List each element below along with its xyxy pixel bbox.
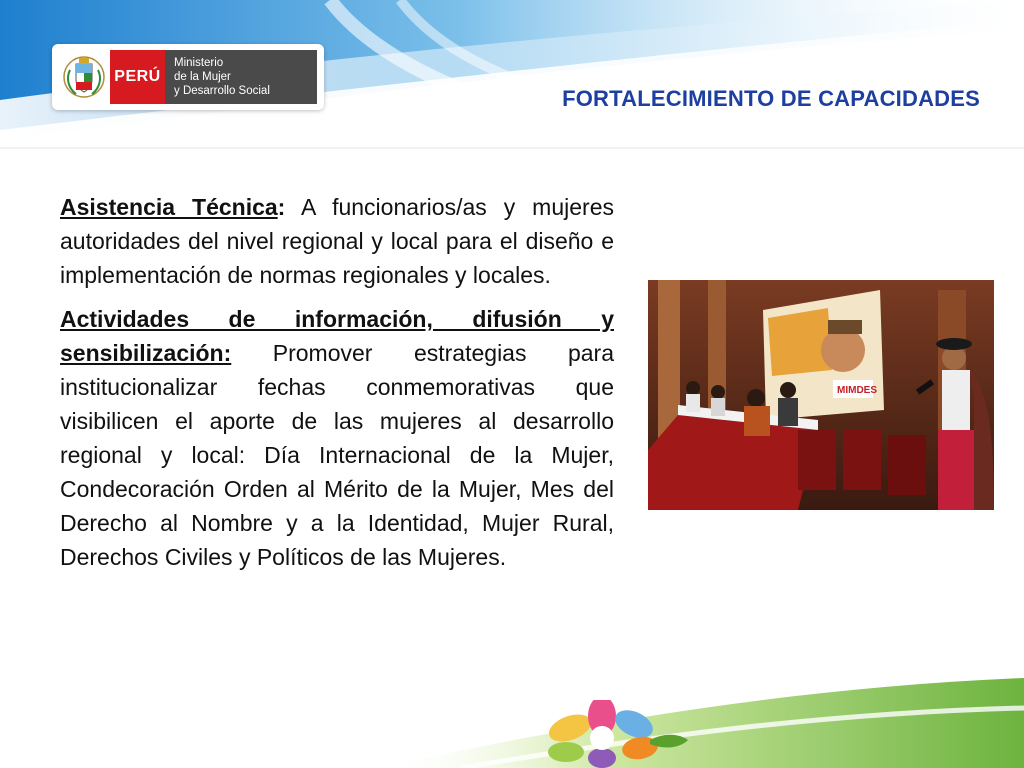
photo-banner-text: MIMDES: [837, 385, 877, 396]
logo-ministry-name: [165, 50, 317, 104]
footer-swoosh: [0, 668, 1024, 768]
term-technical-assistance: Asistencia Técnica: [60, 194, 278, 220]
term-colon: :: [277, 194, 286, 220]
body-text: [60, 190, 614, 584]
logo-country: PERÚ: [110, 50, 165, 104]
slide-title: FORTALECIMIENTO DE CAPACIDADES: [562, 86, 980, 111]
term-activities: Actividades de información, difusión y sensibilización:: [60, 306, 614, 366]
logo-ministry-line-2: de la Mujer: [174, 71, 231, 83]
flower-icon: [530, 700, 690, 768]
paragraph-technical-assistance: [60, 190, 614, 292]
paragraph-activities: [60, 302, 614, 574]
logo-ministry-line-1: Ministerio: [174, 57, 224, 69]
logo-ministry-line-3: y Desarrollo Social: [174, 85, 270, 97]
paragraph-1-text: A funcionarios/as y mujeres autoridades del nivel regional y local para el diseño e implementación de normas regionales y locales.: [60, 194, 614, 288]
paragraph-2-text: Promover estrategias para institucionalizar fechas conmemorativas que visibilicen el aporte de las mujeres al desarrollo regional y local: Día Internacional de la Mujer, Condecoración Orden al Mérito de la Mujer, Mes del Derecho al Nombre y a la Identidad, Mujer Rural, Derechos Civiles y Políticos de las Mujeres.: [60, 340, 614, 570]
ministry-logo: [52, 44, 324, 110]
coat-of-arms-icon: [62, 50, 106, 104]
event-photo: [648, 280, 994, 510]
